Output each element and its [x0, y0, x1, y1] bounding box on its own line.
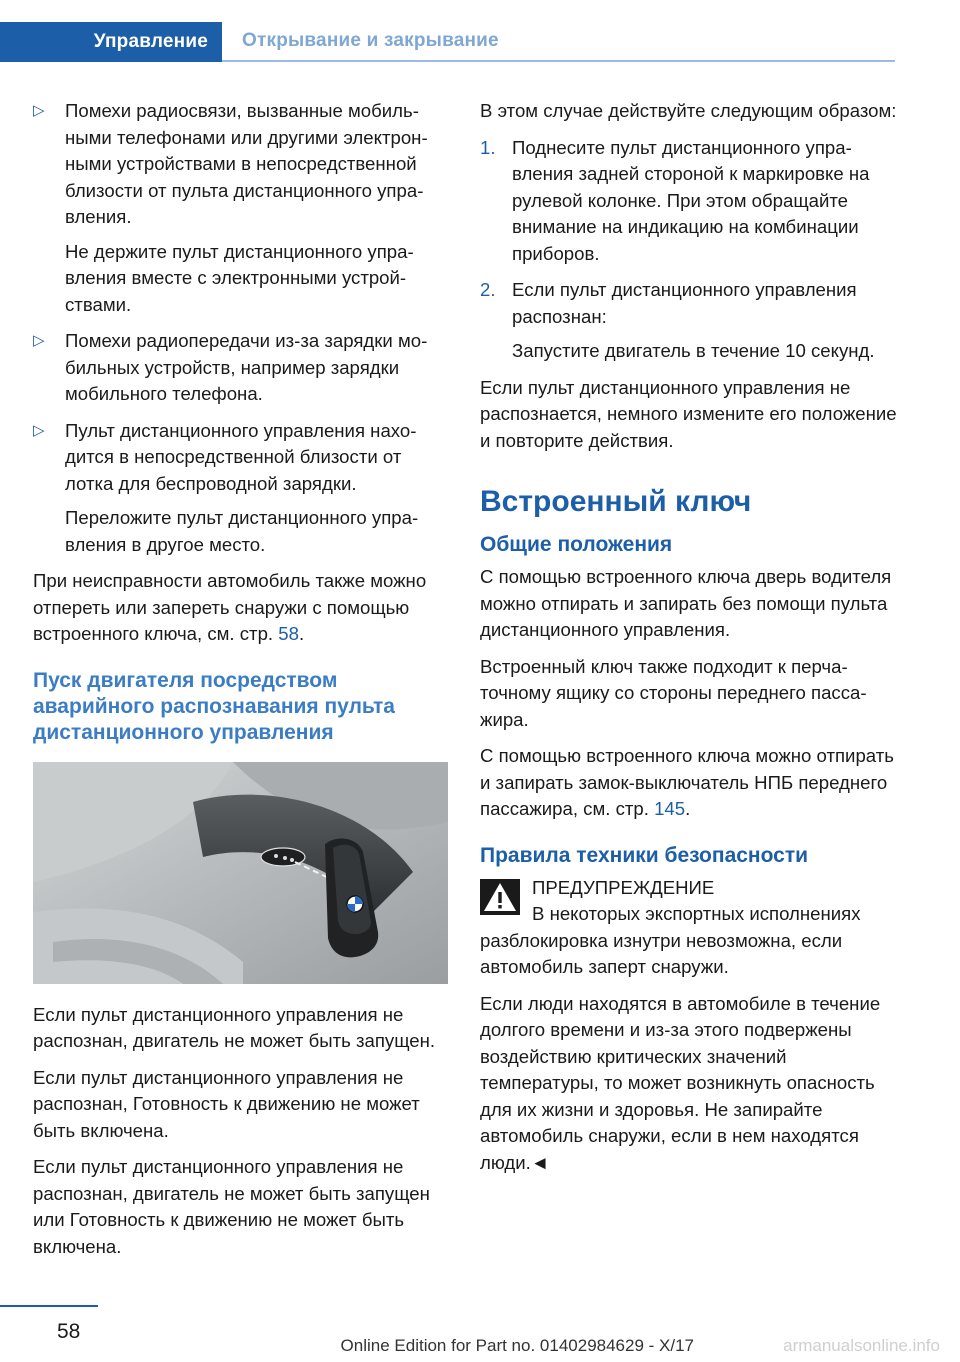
edition-label: Online Edition for Part no. 01402984629 - X/17 — [340, 1336, 694, 1355]
list-item — [33, 98, 448, 318]
step-text: Поднесите пульт дистанционного управления задней стороной к маркировке на рулевой колонке. При этом обращайте внимание на индикацию на комбинации приборов. — [512, 136, 870, 264]
general-paragraph: Встроенный ключ также подходит к перчаточному ящику со стороны переднего пассажира. — [480, 655, 867, 730]
tab-upravlenie[interactable]: Управление — [0, 22, 222, 62]
section-title-emergency-start: Пуск двигателя посредством аварийного распознавания пульта дистанционного управления — [33, 668, 395, 744]
general-paragraph: С помощью встроенного ключа можно отпирать и запирать замок-выключатель НПБ переднего пассажира, см. стр. 145. — [480, 745, 894, 819]
page-number: 58 — [57, 1320, 81, 1343]
tab-opening-closing[interactable]: Открывание и закрывание — [222, 22, 895, 62]
warning-triangle-icon — [480, 879, 520, 915]
left-column — [33, 98, 448, 1270]
warning-text: В некоторых экспортных исполнениях разблокировка изнутри невозможна, если автомобиль заперт снаружи. — [480, 903, 861, 977]
general-paragraph: С помощью встроенного ключа дверь водителя можно отпирать и запирать без помощи пульта дистанционного управления. — [480, 566, 892, 640]
triangle-bullet-icon: ▷ — [33, 332, 45, 349]
not-recognized-paragraph: Если пульт дистанционного управления не распознается, немного измените его положение и повторите действия. — [480, 376, 897, 451]
list-item — [480, 277, 898, 365]
list-item — [33, 418, 448, 559]
after-photo-paragraph: Если пульт дистанционного управления не распознан, двигатель не может быть запущен. — [33, 1003, 436, 1051]
watermark: armanualsonline.info — [783, 1336, 940, 1355]
bullet-text: Помехи радиопередачи из-за зарядки мобильных устройств, например зарядки мобильного телефона. — [65, 330, 428, 404]
bullet-subtext: Не держите пульт дистанционного управления вместе с электронными устройствами. — [65, 240, 414, 315]
list-item — [33, 328, 448, 408]
step-text: Если пульт дистанционного управления распознан: — [512, 279, 857, 327]
page-link-58[interactable]: 58 — [278, 623, 299, 644]
bullet-text: Пульт дистанционного управления находится в непосредственной близости от лотка для беспроводной зарядки. — [65, 419, 417, 494]
section-title-integrated-key: Встроенный ключ — [480, 485, 752, 518]
subsection-title-general: Общие положения — [480, 533, 673, 556]
triangle-bullet-icon: ▷ — [33, 421, 45, 439]
right-column — [480, 98, 898, 1186]
list-item — [480, 135, 898, 268]
key-steering-column-illustration — [33, 762, 448, 984]
subsection-title-safety: Правила техники безопасности — [480, 843, 809, 867]
step-number: 1. — [480, 136, 496, 158]
after-photo-paragraph: Если пульт дистанционного управления не распознан, двигатель не может быть запущен или Готовность к движению не может быть включена. — [33, 1156, 430, 1257]
triangle-bullet-icon: ▷ — [33, 102, 45, 119]
after-photo-paragraph: Если пульт дистанционного управления не распознан, Готовность к движению не может быть включена. — [33, 1066, 420, 1141]
step-number: 2. — [480, 279, 496, 300]
chapter-header — [0, 22, 895, 62]
page-link-145[interactable]: 145 — [654, 798, 686, 819]
warning-title: ПРЕДУПРЕЖДЕНИЕ — [532, 876, 715, 898]
bullet-text: Помехи радиосвязи, вызванные мобильными телефонами или другими электронными устройствами в непосредственной близости от пульта дистанционного управления. — [65, 100, 428, 227]
intro-paragraph: В этом случае действуйте следующим образом: — [480, 100, 897, 121]
footer-divider — [0, 1305, 98, 1307]
step-subtext: Запустите двигатель в течение 10 секунд. — [512, 340, 875, 361]
warning-block — [480, 875, 898, 902]
bullet-subtext: Переложите пульт дистанционного управления в другое место. — [65, 507, 419, 555]
fault-paragraph: При неисправности автомобиль также можно отпереть или запереть снаружи с помощью встроенного ключа, см. стр. 58. — [33, 570, 427, 644]
warning-text-2: Если люди находятся в автомобиле в течение долгого времени и из-за этого подвержены воздействию критических значений температуры, то может возникнуть опасность для их жизни и здоровья. Не запирайте автомобиль снаружи, если в нем находятся люди.◄ — [480, 992, 881, 1173]
